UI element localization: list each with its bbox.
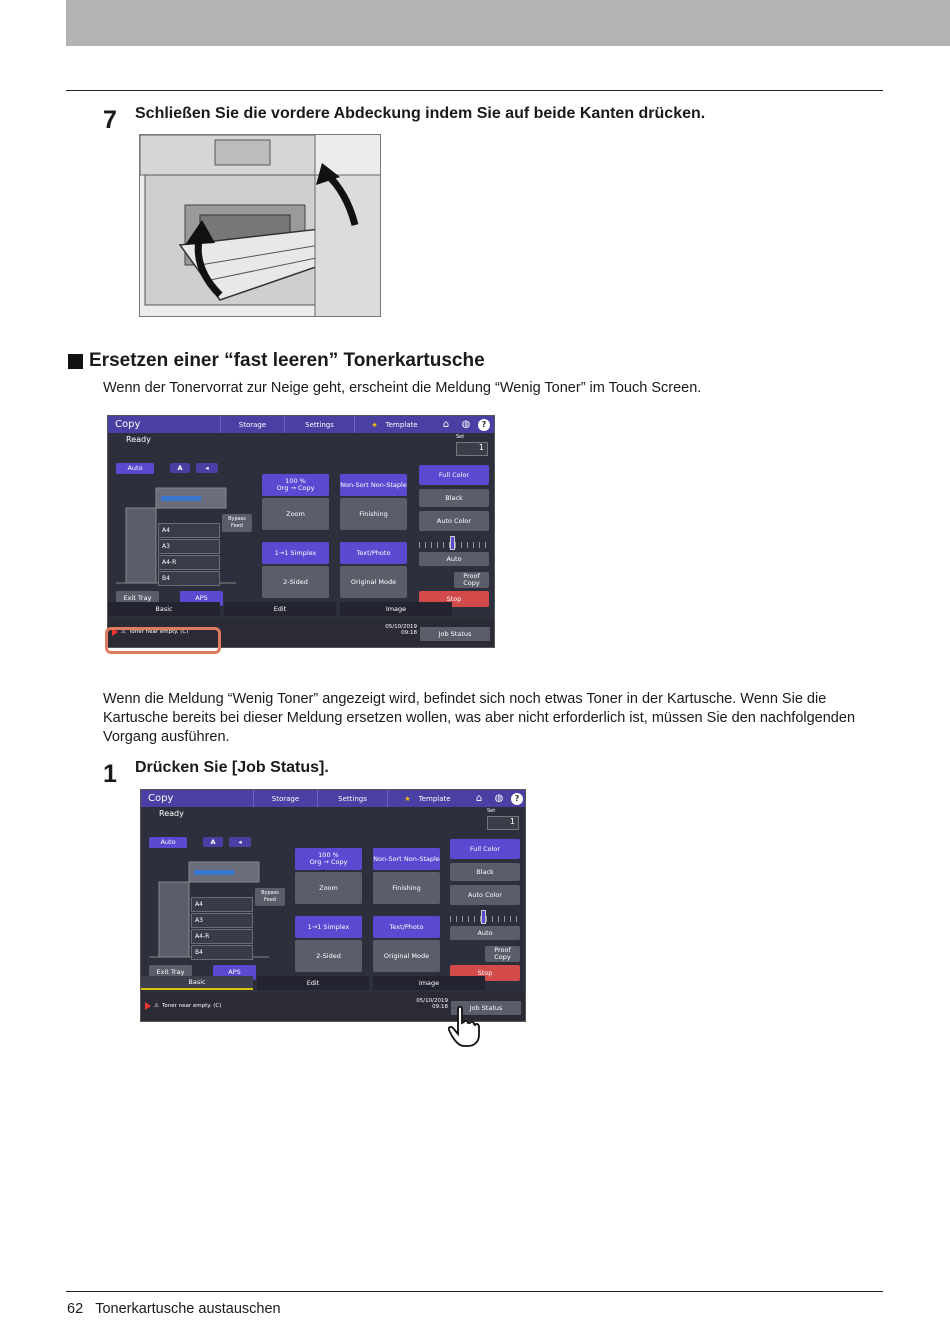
density-auto-button[interactable]: Auto (419, 552, 489, 566)
set-counter: Set 1 (487, 808, 519, 830)
bypass-feed[interactable]: Bypass Feed (222, 514, 252, 532)
full-color-button[interactable]: Full Color (450, 839, 520, 859)
black-button[interactable]: Black (450, 863, 520, 881)
status-ready: Ready (159, 809, 184, 818)
tab-image[interactable]: Image (373, 976, 485, 990)
sort-setting[interactable]: Non-Sort Non-Staple (340, 474, 407, 496)
tab-edit[interactable]: Edit (257, 976, 369, 990)
top-rule (66, 90, 883, 91)
tab-basic[interactable]: Basic (108, 602, 220, 616)
black-button[interactable]: Black (419, 489, 489, 507)
status-ready: Ready (126, 435, 151, 444)
warning-arrow-icon (145, 1002, 151, 1010)
warning-icon: ⚠ (154, 1003, 159, 1009)
section-intro: Wenn der Tonervorrat zur Neige geht, erscheint die Meldung “Wenig Toner” im Touch Screen. (103, 380, 702, 396)
date-time: 05/10/2019 09:18 (416, 998, 448, 1010)
screen-header (108, 416, 494, 433)
simplex-setting[interactable]: 1→1 Simplex (295, 916, 362, 938)
tab-template[interactable]: ★ Template (387, 790, 467, 807)
message-highlight (105, 627, 221, 654)
paper-a4r[interactable]: A4-R (191, 929, 253, 944)
step-1-title: Drücken Sie [Job Status]. (135, 759, 329, 776)
tab-basic[interactable]: Basic (141, 976, 253, 990)
proof-copy-button[interactable]: Proof Copy (485, 946, 520, 962)
home-icon[interactable]: ⌂ (475, 793, 483, 804)
exit-tray-button[interactable]: Exit Tray (116, 591, 159, 606)
footer-rule (66, 1291, 883, 1292)
zoom-ratio[interactable]: 100 % Org → Copy (262, 474, 329, 496)
aps-button[interactable]: APS (180, 591, 223, 606)
auto-button[interactable]: Auto (116, 463, 154, 474)
paper-a3[interactable]: A3 (158, 539, 220, 554)
tab-edit[interactable]: Edit (224, 602, 336, 616)
tab-settings[interactable]: Settings (284, 416, 354, 433)
density-slider-knob[interactable] (481, 910, 486, 924)
density-slider-knob[interactable] (450, 536, 455, 550)
finishing-button[interactable]: Finishing (373, 872, 440, 904)
exit-tray-button[interactable]: Exit Tray (149, 965, 192, 980)
finishing-button[interactable]: Finishing (340, 498, 407, 530)
sort-setting[interactable]: Non-Sort Non-Staple (373, 848, 440, 870)
app-title: Copy (115, 419, 141, 430)
app-title: Copy (148, 793, 174, 804)
back-icon[interactable]: ◂ (196, 463, 218, 473)
help-icon[interactable]: ? (511, 793, 523, 805)
globe-icon[interactable]: ◍ (461, 419, 471, 430)
a-icon[interactable]: A (203, 837, 223, 847)
a-icon[interactable]: A (170, 463, 190, 473)
footer (67, 1301, 281, 1317)
two-sided-button[interactable]: 2-Sided (262, 566, 329, 598)
original-mode-button[interactable]: Original Mode (373, 940, 440, 972)
help-icon[interactable]: ? (478, 419, 490, 431)
page-number: 62 (67, 1301, 84, 1317)
toner-message[interactable]: ⚠ Toner near empty. (C) (145, 1002, 221, 1010)
body-paragraph: Wenn die Meldung “Wenig Toner” angezeigt wird, befindet sich noch etwas Toner in der Kartusche. Wenn Sie die Kartusche bereits bei dieser Meldung ersetzen wollen, was aber nicht erforderlich ist, müssen Sie den nachfolgenden Vorgang ausführen. (103, 691, 856, 745)
paper-a4[interactable]: A4 (191, 897, 253, 912)
section-heading: Ersetzen einer “fast leeren” Tonerkartusche (68, 350, 485, 372)
aps-button[interactable]: APS (213, 965, 256, 980)
tab-storage[interactable]: Storage (253, 790, 317, 807)
proof-copy-button[interactable]: Proof Copy (454, 572, 489, 588)
star-icon: ★ (404, 794, 411, 803)
back-icon[interactable]: ◂ (229, 837, 251, 847)
stop-button[interactable]: Stop (450, 965, 520, 981)
auto-button[interactable]: Auto (149, 837, 187, 848)
two-sided-button[interactable]: 2-Sided (295, 940, 362, 972)
warning-icon: ⚠ (121, 629, 126, 635)
touch-screen-1 (107, 415, 495, 648)
header-bar (66, 0, 950, 46)
zoom-button[interactable]: Zoom (295, 872, 362, 904)
paper-b4[interactable]: B4 (158, 571, 220, 586)
set-counter: Set 1 (456, 434, 488, 456)
footer-title: Tonerkartusche austauschen (95, 1301, 281, 1317)
job-status-button[interactable]: Job Status (451, 1001, 521, 1015)
text-photo-setting[interactable]: Text/Photo (340, 542, 407, 564)
step-1-number: 1 (103, 760, 117, 788)
home-icon[interactable]: ⌂ (442, 419, 450, 430)
original-mode-button[interactable]: Original Mode (340, 566, 407, 598)
paper-a3[interactable]: A3 (191, 913, 253, 928)
step-7-number: 7 (103, 106, 117, 134)
date-time: 05/10/2019 09:18 (385, 624, 417, 636)
paper-b4[interactable]: B4 (191, 945, 253, 960)
auto-color-button[interactable]: Auto Color (450, 885, 520, 905)
cover-closing-illustration (139, 134, 381, 317)
paper-a4r[interactable]: A4-R (158, 555, 220, 570)
step-7-title: Schließen Sie die vordere Abdeckung indem Sie auf beide Kanten drücken. (135, 105, 706, 122)
auto-color-button[interactable]: Auto Color (419, 511, 489, 531)
text-photo-setting[interactable]: Text/Photo (373, 916, 440, 938)
toner-message[interactable]: ⚠ Toner near empty. (C) (112, 628, 188, 636)
paper-a4[interactable]: A4 (158, 523, 220, 538)
tab-storage[interactable]: Storage (220, 416, 284, 433)
job-status-button[interactable]: Job Status (420, 627, 490, 641)
tab-template[interactable]: ★ Template (354, 416, 434, 433)
globe-icon[interactable]: ◍ (494, 793, 504, 804)
full-color-button[interactable]: Full Color (419, 465, 489, 485)
simplex-setting[interactable]: 1→1 Simplex (262, 542, 329, 564)
star-icon: ★ (371, 420, 378, 429)
square-bullet-icon (68, 354, 83, 369)
tab-image[interactable]: Image (340, 602, 452, 616)
screen-header (141, 790, 525, 807)
bypass-feed[interactable]: Bypass Feed (255, 888, 285, 906)
zoom-button[interactable]: Zoom (262, 498, 329, 530)
density-auto-button[interactable]: Auto (450, 926, 520, 940)
tab-settings[interactable]: Settings (317, 790, 387, 807)
pointing-hand-icon (448, 1005, 480, 1047)
touch-screen-2 (140, 789, 526, 1022)
zoom-ratio[interactable]: 100 % Org → Copy (295, 848, 362, 870)
stop-button[interactable]: Stop (419, 591, 489, 607)
